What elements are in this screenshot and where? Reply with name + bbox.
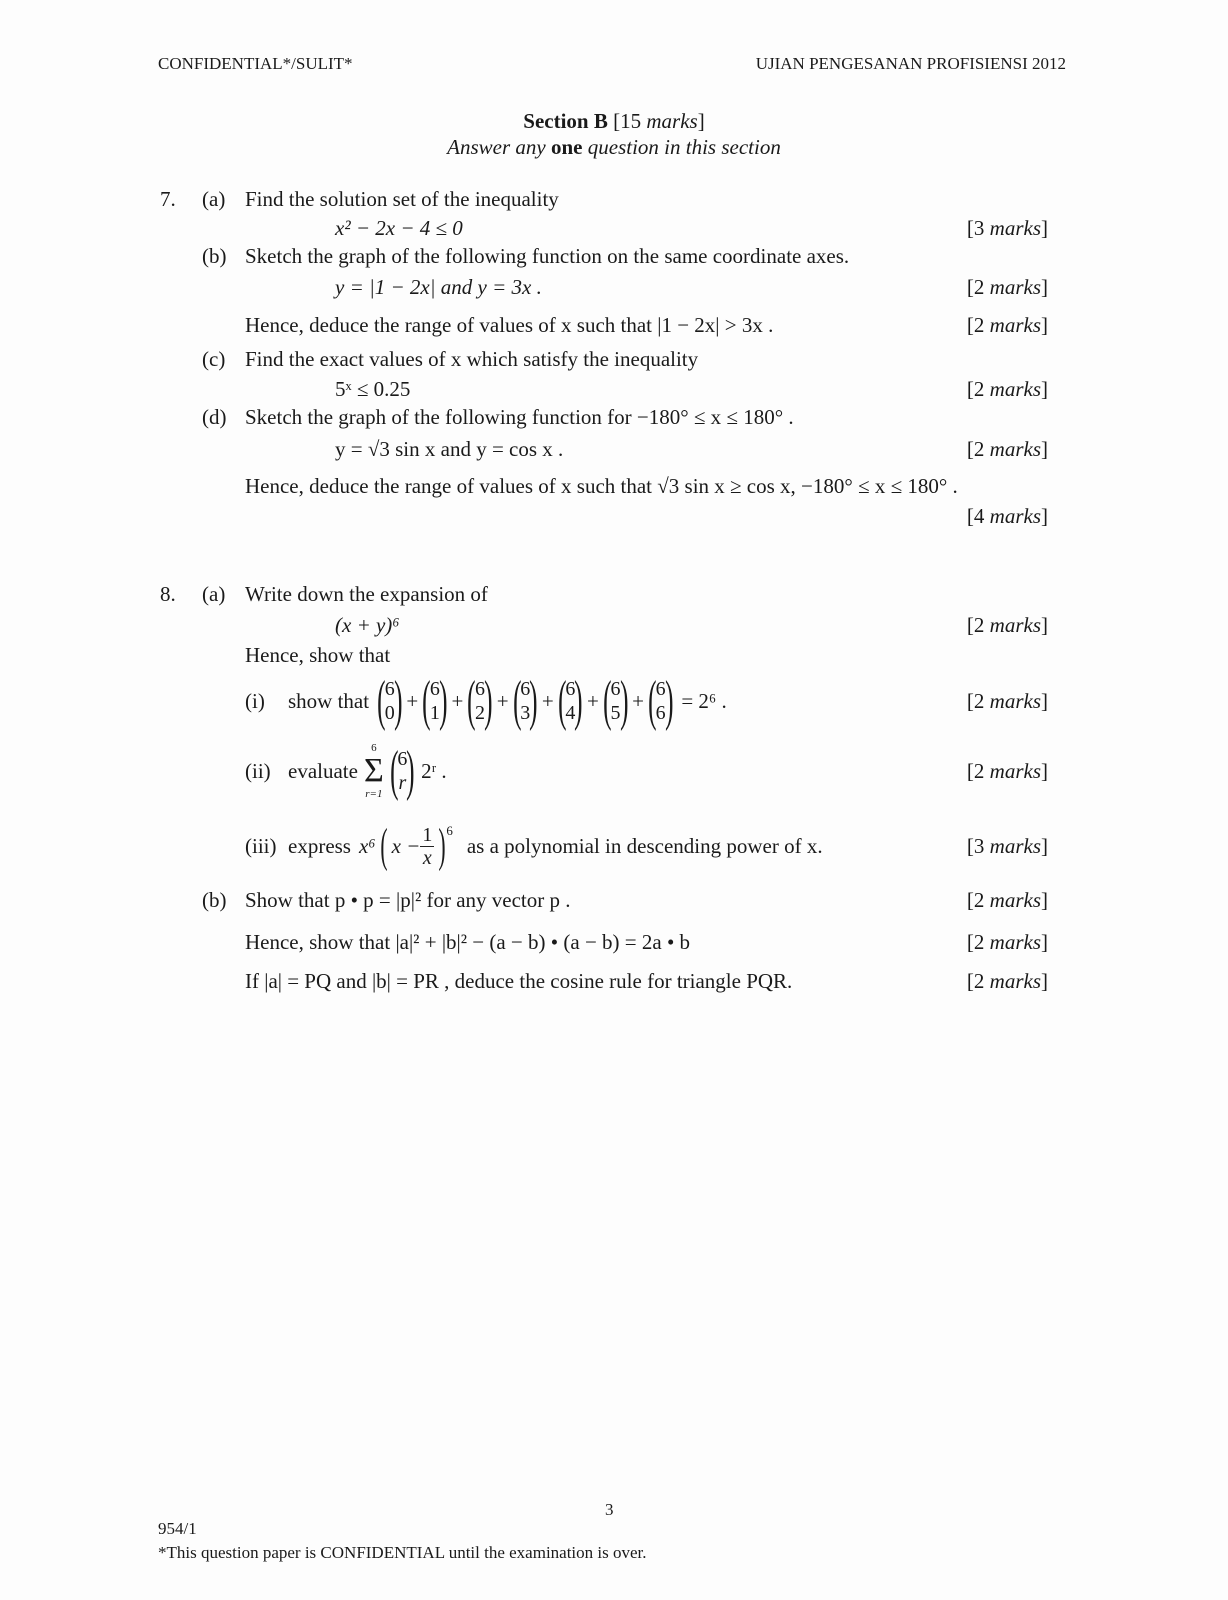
paren-close: ) bbox=[438, 819, 446, 872]
frac-denominator: x bbox=[422, 846, 432, 869]
binom-bottom: 6 bbox=[655, 702, 666, 724]
q7a-text: Find the solution set of the inequality bbox=[245, 187, 559, 211]
q8aiii-inner: x − bbox=[391, 834, 421, 858]
binom-bottom: 2 bbox=[475, 702, 486, 724]
binom-bottom: 1 bbox=[429, 702, 440, 724]
marks-num: [2 bbox=[966, 930, 990, 954]
marks-num: [2 bbox=[966, 613, 990, 637]
binom-top: 6 bbox=[384, 678, 395, 700]
marks-num: [2 bbox=[966, 275, 990, 299]
q7c-text: Find the exact values of x which satisfy the inequality bbox=[245, 347, 699, 371]
marks-word: marks bbox=[989, 216, 1041, 240]
q7b-label: (b) bbox=[202, 244, 227, 268]
q8b-hence: Hence, show that |a|² + |b|² − (a − b) • (a − b) = 2a • b bbox=[245, 930, 691, 954]
q8aii-tail: 2ʳ . bbox=[421, 759, 447, 783]
q8a-label: (a) bbox=[202, 582, 226, 606]
q8b-if-marks: [2 marks] bbox=[966, 969, 1048, 993]
marks-word: marks bbox=[989, 437, 1041, 461]
q8ai-result: = 2⁶ . bbox=[681, 689, 727, 713]
header-confidential: CONFIDENTIAL*/SULIT* bbox=[158, 54, 353, 73]
q8a-marks: [2 marks] bbox=[966, 613, 1048, 637]
sum-upper: 6 bbox=[371, 742, 377, 754]
plus-sign: + bbox=[587, 689, 599, 713]
binomial-coefficient: ( 6 3 ) bbox=[512, 670, 538, 732]
instr-bold: one bbox=[551, 135, 583, 159]
q8aii-text: evaluate bbox=[288, 759, 358, 783]
binom-bottom: 5 bbox=[610, 702, 621, 724]
marks-word: marks bbox=[989, 613, 1041, 637]
q7b-hence-marks: [2 marks] bbox=[966, 313, 1048, 337]
binomial-coefficient: ( 6 6 ) bbox=[648, 670, 674, 732]
q7d-hence: Hence, deduce the range of values of x such that √3 sin x ≥ cos x, −180° ≤ x ≤ 180° . bbox=[245, 474, 958, 498]
binom-top: 6 bbox=[610, 678, 621, 700]
plus-sign: + bbox=[406, 689, 419, 713]
q7b-text: Sketch the graph of the following function on the same coordinate axes. bbox=[245, 244, 850, 268]
q8a-hence: Hence, show that bbox=[245, 643, 391, 667]
q8a-formula: (x + y)⁶ bbox=[335, 613, 400, 637]
plus-sign: + bbox=[541, 689, 554, 713]
q7d-hence-marks: [4 marks] bbox=[966, 504, 1048, 528]
q8aiii-power: 6 bbox=[446, 823, 453, 838]
marks-word: marks bbox=[989, 759, 1041, 783]
binom-bottom: 0 bbox=[384, 702, 395, 724]
binom-top: 6 bbox=[429, 678, 440, 700]
q8aiii-tail: as a polynomial in descending power of x. bbox=[466, 834, 823, 858]
q7b-marks: [2 marks] bbox=[966, 275, 1048, 299]
binom-top: 6 bbox=[655, 678, 666, 700]
section-instruction bbox=[0, 134, 1228, 160]
binom-bottom: 3 bbox=[520, 702, 531, 724]
marks-word: marks bbox=[989, 377, 1041, 401]
marks-word: marks bbox=[989, 969, 1041, 993]
section-marks-open: [15 bbox=[613, 109, 647, 133]
binomial-coefficient: ( 6 1 ) bbox=[422, 670, 448, 732]
marks-num: [4 bbox=[966, 504, 990, 528]
marks-word: marks bbox=[989, 930, 1041, 954]
confidential-note: *This question paper is CONFIDENTIAL until the examination is over. bbox=[158, 1543, 647, 1562]
sigma-icon: Σ bbox=[363, 752, 384, 789]
marks-num: [2 bbox=[966, 377, 990, 401]
plus-sign: + bbox=[632, 689, 645, 713]
q7d-formula: y = √3 sin x and y = cos x . bbox=[335, 437, 564, 461]
q8aiii-text: express bbox=[288, 834, 351, 858]
q8b-hence-marks: [2 marks] bbox=[966, 930, 1048, 954]
plus-sign: + bbox=[451, 689, 464, 713]
binom-bottom: r bbox=[398, 772, 407, 794]
fraction bbox=[420, 824, 434, 869]
q7b-hence: Hence, deduce the range of values of x such that |1 − 2x| > 3x . bbox=[245, 313, 774, 337]
binom-top: 6 bbox=[520, 678, 531, 700]
instr-part2: question in this section bbox=[582, 135, 781, 159]
q8ai-expression bbox=[288, 670, 727, 732]
q8a-text: Write down the expansion of bbox=[245, 582, 488, 606]
paren-open: ( bbox=[380, 819, 388, 872]
q8b-label: (b) bbox=[202, 888, 227, 912]
marks-word: marks bbox=[989, 313, 1041, 337]
q8b-marks: [2 marks] bbox=[966, 888, 1048, 912]
q7-number: 7. bbox=[160, 187, 176, 211]
marks-word: marks bbox=[989, 834, 1041, 858]
instr-part1: Answer any bbox=[447, 135, 551, 159]
page-number: 3 bbox=[605, 1500, 614, 1519]
binomial-coefficient: ( 6 4 ) bbox=[557, 670, 583, 732]
q7d-marks: [2 marks] bbox=[966, 437, 1048, 461]
marks-num: [3 bbox=[966, 216, 990, 240]
q8aiii-marks: [3 marks] bbox=[966, 834, 1048, 858]
q7a-formula: x² − 2x − 4 ≤ 0 bbox=[335, 216, 463, 240]
binomial-coefficient: ( 6 2 ) bbox=[467, 670, 493, 732]
q7d-label: (d) bbox=[202, 405, 227, 429]
binom-top: 6 bbox=[475, 678, 486, 700]
paper-code: 954/1 bbox=[158, 1519, 197, 1538]
header-exam-title: UJIAN PENGESANAN PROFISIENSI 2012 bbox=[755, 54, 1066, 73]
q8aiii-label: (iii) bbox=[245, 834, 277, 858]
q8-number: 8. bbox=[160, 582, 176, 606]
section-marks-close: ] bbox=[697, 109, 705, 133]
binom-top: 6 bbox=[397, 748, 408, 770]
q8aiii-expression bbox=[288, 818, 823, 874]
binomial-sum bbox=[371, 670, 679, 732]
sum-lower: r=1 bbox=[365, 788, 383, 800]
section-title bbox=[0, 108, 1228, 134]
marks-word: marks bbox=[989, 689, 1041, 713]
q7d-text: Sketch the graph of the following function for −180° ≤ x ≤ 180° . bbox=[245, 405, 794, 429]
q8ai-label: (i) bbox=[245, 689, 265, 713]
q7c-marks: [2 marks] bbox=[966, 377, 1048, 401]
q7b-formula: y = |1 − 2x| and y = 3x . bbox=[335, 275, 542, 299]
q8aii-marks: [2 marks] bbox=[966, 759, 1048, 783]
marks-word: marks bbox=[989, 888, 1041, 912]
binomial-coefficient: ( 6 5 ) bbox=[602, 670, 629, 732]
q7a-marks: [3 marks] bbox=[966, 216, 1048, 240]
q8aiii-pre: x⁶ bbox=[358, 834, 376, 858]
marks-word: marks bbox=[989, 504, 1041, 528]
marks-num: [2 bbox=[966, 437, 990, 461]
binom-top: 6 bbox=[565, 678, 576, 700]
marks-word: marks bbox=[989, 275, 1041, 299]
marks-num: [2 bbox=[966, 689, 990, 713]
marks-num: [2 bbox=[966, 969, 990, 993]
marks-num: [2 bbox=[966, 759, 990, 783]
frac-numerator: 1 bbox=[422, 823, 433, 846]
q7c-formula: 5ˣ ≤ 0.25 bbox=[335, 377, 411, 401]
q8aii-label: (ii) bbox=[245, 759, 271, 783]
q8aii-expression bbox=[288, 740, 447, 802]
marks-num: [2 bbox=[966, 313, 990, 337]
plus-sign: + bbox=[496, 689, 509, 713]
q7a-label: (a) bbox=[202, 187, 226, 211]
q8ai-text: show that bbox=[288, 689, 370, 713]
binomial-coefficient: ( 6 0 ) bbox=[377, 670, 403, 732]
marks-num: [2 bbox=[966, 888, 990, 912]
q7c-label: (c) bbox=[202, 347, 226, 371]
binom-bottom: 4 bbox=[565, 702, 576, 724]
binomial: ( 6 r ) bbox=[389, 740, 415, 802]
marks-num: [3 bbox=[966, 834, 990, 858]
q8b-text: Show that p • p = |p|² for any vector p . bbox=[245, 888, 571, 912]
q8b-if: If |a| = PQ and |b| = PR , deduce the cosine rule for triangle PQR. bbox=[245, 969, 793, 993]
q8ai-marks: [2 marks] bbox=[966, 689, 1048, 713]
section-marks-word: marks bbox=[646, 109, 698, 133]
summation-symbol bbox=[364, 742, 384, 800]
section-name: Section B bbox=[523, 109, 608, 133]
